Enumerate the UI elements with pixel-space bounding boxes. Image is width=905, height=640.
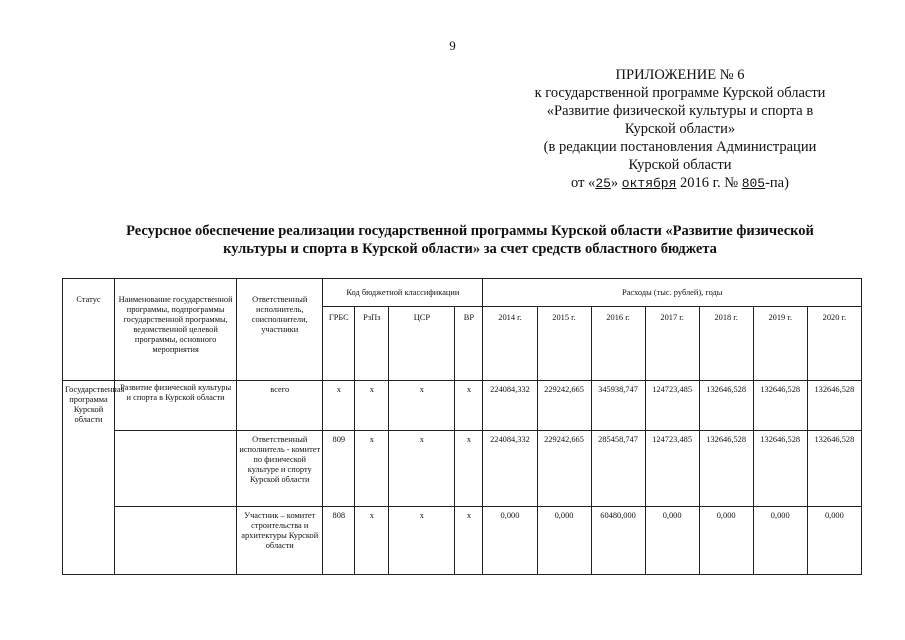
value-cell: 0,000 xyxy=(483,507,537,575)
grbs-cell: 809 xyxy=(323,431,355,507)
resource-table xyxy=(62,278,862,575)
value-cell: 285458,747 xyxy=(591,431,645,507)
appendix-line-2: «Развитие физической культуры и спорта в xyxy=(546,103,814,119)
date-suffix: -па) xyxy=(765,175,789,191)
header-budget-code: Код бюджетной классификации xyxy=(323,279,483,307)
appendix-block xyxy=(500,66,860,193)
appendix-line-5: Курской области xyxy=(628,157,732,173)
csr-cell: х xyxy=(389,507,455,575)
value-cell: 60480,000 xyxy=(591,507,645,575)
heading-line-2: культуры и спорта в Курской области» за счет средств областного бюджета xyxy=(223,241,717,257)
table-row xyxy=(63,431,862,507)
table-row xyxy=(63,507,862,575)
appendix-line-4: (в редакции постановления Администрации xyxy=(543,139,817,155)
value-cell: 224084,332 xyxy=(483,431,537,507)
value-cell: 0,000 xyxy=(807,507,861,575)
header-expenses: Расходы (тыс. рублей), годы xyxy=(483,279,862,307)
appendix-date-line xyxy=(500,174,860,193)
header-year-2017: 2017 г. xyxy=(645,307,699,381)
value-cell: 229242,665 xyxy=(537,431,591,507)
value-cell: 124723,485 xyxy=(645,381,699,431)
header-vr: ВР xyxy=(455,307,483,381)
vr-cell: х xyxy=(455,381,483,431)
date-mid: » xyxy=(610,175,622,191)
date-day: 25 xyxy=(595,176,611,191)
date-year: 2016 г. № xyxy=(676,175,742,191)
grbs-cell: 808 xyxy=(323,507,355,575)
header-rzpz: РзПз xyxy=(355,307,389,381)
value-cell: 229242,665 xyxy=(537,381,591,431)
value-cell: 132646,528 xyxy=(753,381,807,431)
header-year-2015: 2015 г. xyxy=(537,307,591,381)
header-year-2019: 2019 г. xyxy=(753,307,807,381)
value-cell: 345938,747 xyxy=(591,381,645,431)
header-grbs: ГРБС xyxy=(323,307,355,381)
heading-line-1: Ресурсное обеспечение реализации государственной программы Курской области «Развитие физической xyxy=(126,223,814,239)
appendix-title: ПРИЛОЖЕНИЕ № 6 xyxy=(615,67,745,83)
rzpz-cell: х xyxy=(355,507,389,575)
csr-cell: х xyxy=(389,381,455,431)
date-month: октября xyxy=(621,176,677,191)
value-cell: 0,000 xyxy=(537,507,591,575)
grbs-cell: х xyxy=(323,381,355,431)
program-name-cell: Развитие физической культуры и спорта в Курской области xyxy=(115,381,237,431)
header-status: Статус xyxy=(63,279,115,381)
vr-cell: х xyxy=(455,507,483,575)
status-cell: Государственная программа Курской области xyxy=(63,381,115,575)
value-cell: 0,000 xyxy=(645,507,699,575)
value-cell: 0,000 xyxy=(753,507,807,575)
value-cell: 132646,528 xyxy=(753,431,807,507)
appendix-line-3: Курской области» xyxy=(624,121,736,137)
date-prefix: от « xyxy=(571,175,596,191)
rzpz-cell: х xyxy=(355,431,389,507)
value-cell: 132646,528 xyxy=(699,431,753,507)
vr-cell: х xyxy=(455,431,483,507)
header-name: Наименование государственной программы, подпрограммы государственной программы, ведомственной целевой программы, основного мероприятия xyxy=(115,279,237,381)
value-cell: 224084,332 xyxy=(483,381,537,431)
executor-cell: Ответственный исполнитель - комитет по физической культуре и спорту Курской области xyxy=(237,431,323,507)
header-year-2016: 2016 г. xyxy=(591,307,645,381)
executor-cell: Участник – комитет строительства и архитектуры Курской области xyxy=(237,507,323,575)
header-year-2020: 2020 г. xyxy=(807,307,861,381)
executor-cell: всего xyxy=(237,381,323,431)
appendix-line-1: к государственной программе Курской области xyxy=(534,85,826,101)
program-name-cell-empty xyxy=(115,431,237,507)
document-heading xyxy=(70,222,870,258)
rzpz-cell: х xyxy=(355,381,389,431)
value-cell: 0,000 xyxy=(699,507,753,575)
program-name-cell-empty xyxy=(115,507,237,575)
page-number: 9 xyxy=(449,38,456,53)
value-cell: 132646,528 xyxy=(807,431,861,507)
value-cell: 124723,485 xyxy=(645,431,699,507)
header-csr: ЦСР xyxy=(389,307,455,381)
header-year-2018: 2018 г. xyxy=(699,307,753,381)
value-cell: 132646,528 xyxy=(699,381,753,431)
value-cell: 132646,528 xyxy=(807,381,861,431)
csr-cell: х xyxy=(389,431,455,507)
header-year-2014: 2014 г. xyxy=(483,307,537,381)
decree-number: 805 xyxy=(741,176,766,191)
header-executor: Ответственный исполнитель, соисполнители, участники xyxy=(237,279,323,381)
table-row xyxy=(63,381,862,431)
